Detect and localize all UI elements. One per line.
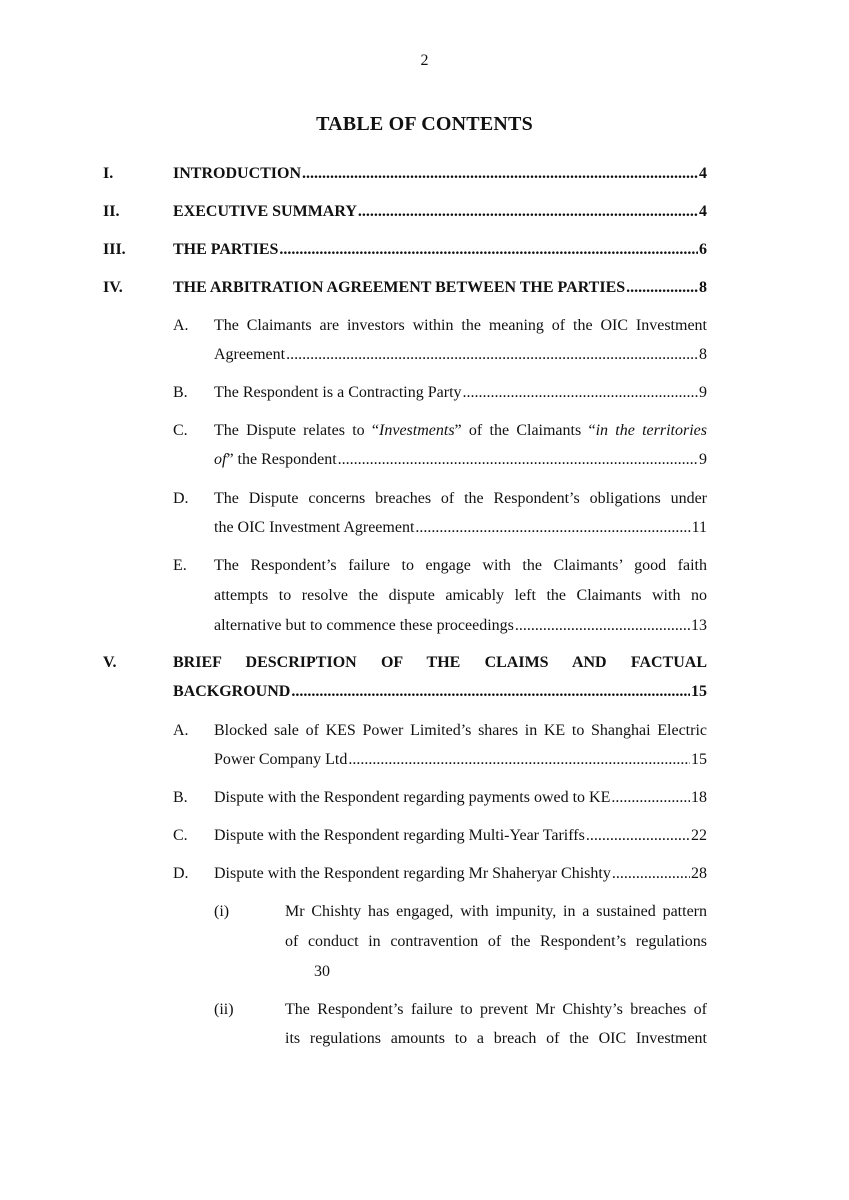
sec5d-item-i-number: (i): [214, 903, 230, 920]
sec4-item-c-letter: C.: [173, 422, 188, 439]
sec5-item-a-text: Power Company Ltd: [214, 751, 348, 768]
sec4-item-e-line1[interactable]: The Respondent’s failure to engage with the Claimants’ good faith: [214, 557, 707, 574]
sec4-item-d-page: 11: [691, 519, 707, 536]
section-1-title: INTRODUCTION: [173, 165, 302, 182]
sec5-item-a-line2[interactable]: [214, 749, 707, 771]
dot-leader: [338, 449, 698, 471]
sec5d-item-i-line1[interactable]: Mr Chishty has engaged, with impunity, in a sustained pattern: [285, 903, 707, 920]
section-1-page: 4: [699, 165, 707, 182]
sec5d-item-ii-line2[interactable]: its regulations amounts to a breach of the OIC Investment: [285, 1030, 707, 1047]
sec5-item-c-line1[interactable]: [214, 825, 707, 847]
dot-leader: [612, 863, 690, 885]
section-1-number: I.: [103, 165, 114, 182]
sec4-item-a-page: 8: [699, 346, 707, 363]
dot-leader: [415, 517, 690, 539]
italic-territories: in the territories: [595, 422, 707, 439]
section-3-page: 6: [699, 241, 707, 258]
sec4-item-c-line1[interactable]: [214, 420, 707, 442]
sec4-item-a-text: Agreement: [214, 346, 286, 363]
toc-entry-the-parties[interactable]: [173, 239, 707, 261]
section-4-title: THE ARBITRATION AGREEMENT BETWEEN THE PARTIES: [173, 279, 626, 296]
sec4-item-a-letter: A.: [173, 317, 189, 334]
dot-leader: [348, 749, 690, 771]
sec4-item-b-line1[interactable]: [214, 382, 707, 404]
section-2-page: 4: [699, 203, 707, 220]
sec4-item-a-line2[interactable]: [214, 344, 707, 366]
toc-title: TABLE OF CONTENTS: [316, 113, 533, 135]
sec5-item-b-page: 18: [691, 789, 707, 806]
sec4-item-b-letter: B.: [173, 384, 188, 401]
sec5-item-c-text: Dispute with the Respondent regarding Multi-Year Tariffs: [214, 827, 585, 844]
dot-leader: [463, 382, 698, 404]
sec5-item-b-text: Dispute with the Respondent regarding payments owed to KE: [214, 789, 611, 806]
section-5-title-text: BACKGROUND: [173, 683, 291, 700]
sec5d-item-ii-number: (ii): [214, 1001, 234, 1018]
sec5-item-a-letter: A.: [173, 722, 189, 739]
section-3-number: III.: [103, 241, 126, 258]
sec4-item-c-page: 9: [699, 451, 707, 468]
sec5d-item-ii-line1[interactable]: The Respondent’s failure to prevent Mr Chishty’s breaches of: [285, 1001, 707, 1018]
sec4-item-e-text: alternative but to commence these proceedings: [214, 617, 514, 634]
sec4-item-b-text: The Respondent is a Contracting Party: [214, 384, 462, 401]
sec4-item-e-letter: E.: [173, 557, 187, 574]
sec5-item-c-page: 22: [691, 827, 707, 844]
sec4-item-e-page: 13: [691, 617, 707, 634]
dot-leader: [515, 615, 690, 637]
sec4-item-d-letter: D.: [173, 490, 189, 507]
dot-leader: [291, 681, 690, 703]
sec4-item-d-text: the OIC Investment Agreement: [214, 519, 415, 536]
sec5-item-b-line1[interactable]: [214, 787, 707, 809]
section-2-number: II.: [103, 203, 120, 220]
sec4-item-e-line2[interactable]: attempts to resolve the dispute amicably left the Claimants with no: [214, 587, 707, 604]
sec4-item-b-page: 9: [699, 384, 707, 401]
sec4-item-d-line2[interactable]: [214, 517, 707, 539]
dot-leader: [611, 787, 690, 809]
section-4-page: 8: [699, 279, 707, 296]
toc-entry-introduction[interactable]: [173, 163, 707, 185]
section-5-number: V.: [103, 654, 117, 671]
sec5-item-d-page: 28: [691, 865, 707, 882]
sec4-item-c-line2[interactable]: [214, 449, 707, 471]
dot-leader: [279, 239, 698, 261]
toc-entry-arbitration-agreement[interactable]: [173, 277, 707, 299]
sec5-item-b-letter: B.: [173, 789, 188, 806]
sec5-item-d-letter: D.: [173, 865, 189, 882]
dot-leader: [358, 201, 698, 223]
sec4-item-e-line3[interactable]: [214, 615, 707, 637]
sec4-item-a-line1[interactable]: The Claimants are investors within the meaning of the OIC Investment: [214, 317, 707, 334]
text-fragment: The Dispute relates to “: [214, 422, 380, 439]
section-3-title: THE PARTIES: [173, 241, 279, 258]
section-5-page: 15: [691, 683, 707, 700]
sec5-item-d-line1[interactable]: [214, 863, 707, 885]
sec4-item-c-text: ” the Respondent: [226, 451, 337, 468]
sec5-item-d-text: Dispute with the Respondent regarding Mr Shaheryar Chishty: [214, 865, 611, 882]
sec5d-item-i-line2[interactable]: of conduct in contravention of the Respondent’s regulations: [285, 933, 707, 950]
section-5-title-line2[interactable]: [173, 681, 707, 703]
sec5-item-c-letter: C.: [173, 827, 188, 844]
sec4-item-d-line1[interactable]: The Dispute concerns breaches of the Respondent’s obligations under: [214, 490, 707, 507]
sec5d-item-i-page[interactable]: 30: [314, 963, 330, 980]
text-fragment: ” of the Claimants “: [454, 422, 596, 439]
sec5-item-a-page: 15: [691, 751, 707, 768]
italic-of: of: [214, 451, 227, 468]
section-4-number: IV.: [103, 279, 123, 296]
dot-leader: [286, 344, 698, 366]
dot-leader: [586, 825, 690, 847]
dot-leader: [302, 163, 698, 185]
section-5-title-line1[interactable]: BRIEF DESCRIPTION OF THE CLAIMS AND FACTUAL: [173, 654, 707, 671]
italic-investments: Investments: [379, 422, 455, 439]
toc-entry-executive-summary[interactable]: [173, 201, 707, 223]
page-number: 2: [420, 52, 429, 69]
sec5-item-a-line1[interactable]: Blocked sale of KES Power Limited’s shares in KE to Shanghai Electric: [214, 722, 707, 739]
dot-leader: [626, 277, 698, 299]
section-2-title: EXECUTIVE SUMMARY: [173, 203, 357, 220]
